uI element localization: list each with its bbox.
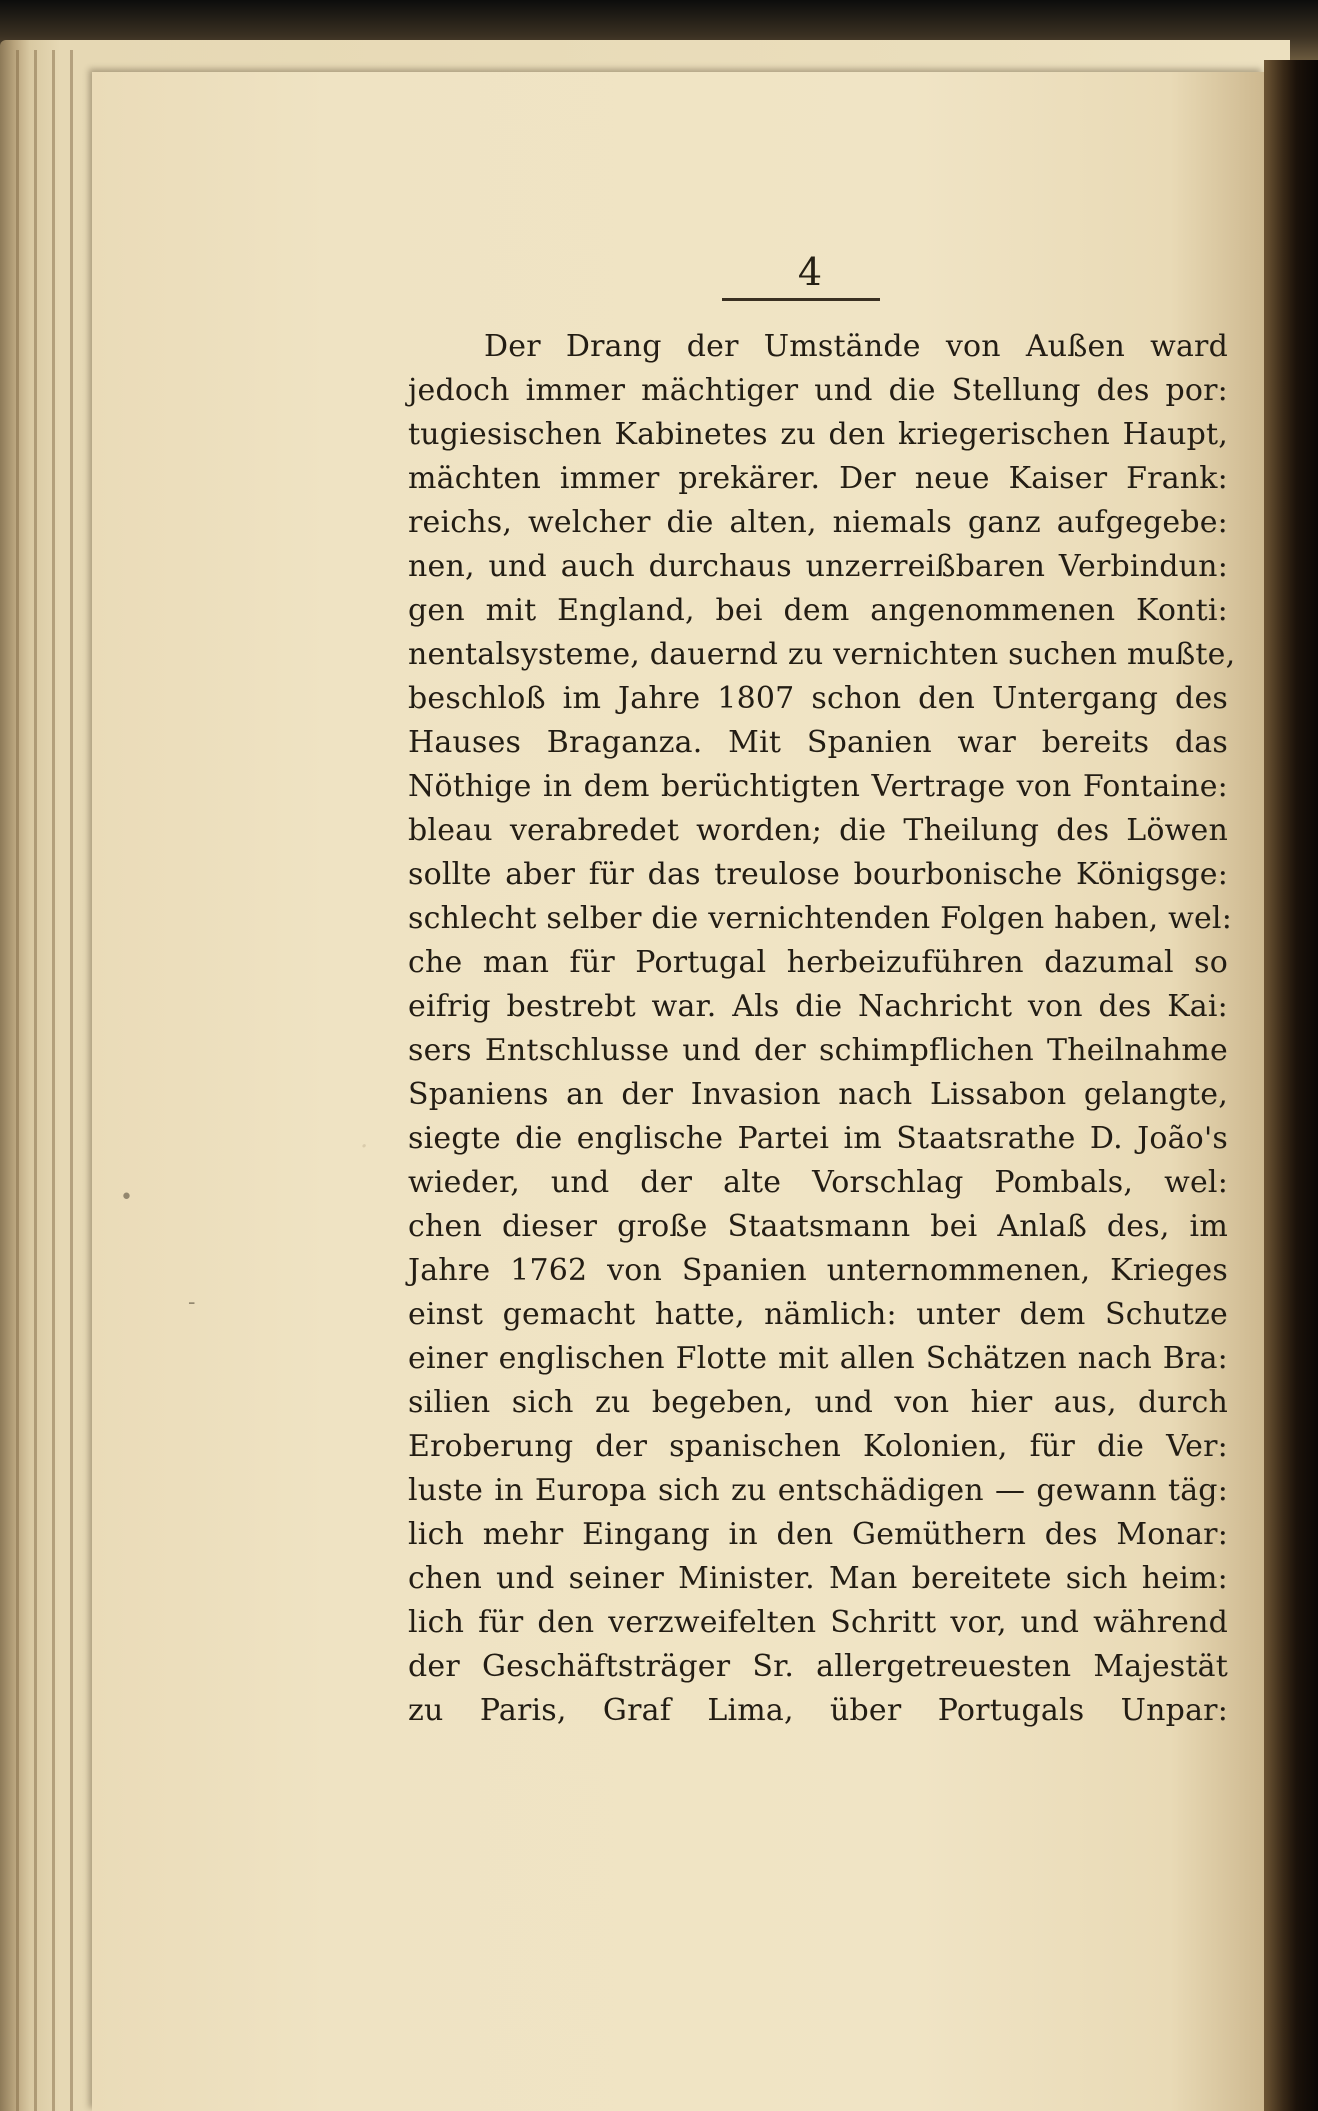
page-number-rule: [722, 298, 880, 301]
text-line: Nöthige in dem berüchtigten Vertrage von Fontaine:: [408, 769, 1228, 804]
text-line: beschloß im Jahre 1807 schon den Untergang des: [408, 681, 1228, 716]
text-line: lich mehr Eingang in den Gemüthern des Monar:: [408, 1517, 1228, 1552]
text-line: silien sich zu begeben, und von hier aus, durch: [408, 1385, 1228, 1420]
text-line: Hauses Braganza. Mit Spanien war bereits das: [408, 725, 1228, 760]
text-line: siegte die englische Partei im Staatsrathe D. João's: [408, 1121, 1228, 1156]
text-line: eifrig bestrebt war. Als die Nachricht von des Kai:: [408, 989, 1228, 1024]
text-line: einst gemacht hatte, nämlich: unter dem Schutze: [408, 1297, 1228, 1332]
text-line: mächten immer prekärer. Der neue Kaiser Frank:: [408, 461, 1228, 496]
text-line: Der Drang der Umstände von Außen ward: [484, 329, 1228, 364]
text-line: luste in Europa sich zu entschädigen — gewann täg:: [408, 1473, 1228, 1508]
text-line: che man für Portugal herbeizuführen dazumal so: [408, 945, 1228, 980]
page-number: 4: [797, 250, 823, 294]
text-line: Spaniens an der Invasion nach Lissabon gelangte,: [408, 1077, 1228, 1112]
text-line: Jahre 1762 von Spanien unternommenen, Krieges: [408, 1253, 1228, 1288]
text-line: reichs, welcher die alten, niemals ganz aufgegebe:: [408, 505, 1228, 540]
text-line: tugiesischen Kabinetes zu den kriegerischen Haupt,: [408, 417, 1228, 452]
text-line: jedoch immer mächtiger und die Stellung des por:: [408, 373, 1228, 408]
text-line: nen, und auch durchaus unzerreißbaren Verbindun:: [408, 549, 1228, 584]
text-line: sollte aber für das treulose bourbonische Königsge:: [408, 857, 1228, 892]
text-line: schlecht selber die vernichtenden Folgen haben, wel:: [408, 901, 1233, 936]
book-spine-shadow: [1264, 60, 1318, 2111]
paper-spot: •: [120, 1185, 133, 1210]
text-line: Eroberung der spanischen Kolonien, für die Ver:: [408, 1429, 1228, 1464]
text-line: der Geschäftsträger Sr. allergetreuesten Majestät: [408, 1649, 1228, 1684]
page-leaf: [34, 50, 37, 2111]
page-leaf: [70, 50, 73, 2111]
text-line: sers Entschlusse und der schimpflichen Theilnahme: [408, 1033, 1228, 1068]
text-line: zu Paris, Graf Lima, über Portugals Unpar:: [408, 1693, 1228, 1728]
text-line: lich für den verzweifelten Schritt vor, und während: [408, 1605, 1228, 1640]
body-text: [408, 325, 1236, 1733]
show-through-mark: ·: [360, 1132, 369, 1162]
text-line: einer englischen Flotte mit allen Schätzen nach Bra:: [408, 1341, 1228, 1376]
paper-spot: -: [188, 1290, 196, 1315]
page-leaf: [52, 50, 55, 2111]
text-line: wieder, und der alte Vorschlag Pombals, wel:: [408, 1165, 1228, 1200]
text-line: gen mit England, bei dem angenommenen Konti:: [408, 593, 1228, 628]
page-leaf: [16, 50, 19, 2111]
text-line: bleau verabredet worden; die Theilung des Löwen: [408, 813, 1228, 848]
text-line: chen dieser große Staatsmann bei Anlaß des, im: [408, 1209, 1228, 1244]
text-line: nentalsysteme, dauernd zu vernichten suchen mußte,: [408, 637, 1236, 672]
text-line: chen und seiner Minister. Man bereitete sich heim:: [408, 1561, 1228, 1596]
